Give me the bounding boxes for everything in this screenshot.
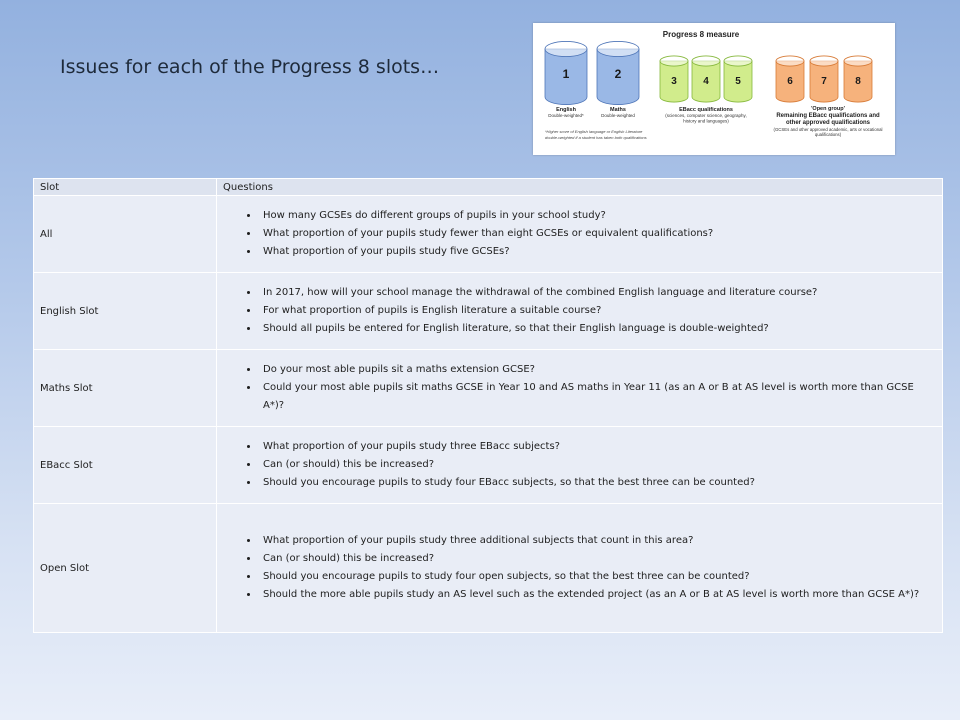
slot-name: All bbox=[34, 196, 217, 273]
question-item: • Can (or should) this be increased? bbox=[259, 550, 936, 568]
bucket-top bbox=[810, 56, 838, 66]
questions-cell bbox=[217, 273, 943, 350]
question-item: • Do your most able pupils sit a maths extension GCSE? bbox=[259, 361, 936, 379]
english-label: English bbox=[556, 107, 576, 113]
ebacc-label: EBacc qualifications bbox=[679, 107, 733, 113]
bucket-number: 3 bbox=[671, 76, 677, 87]
diagram-footnote-2: double-weighted if a student has taken both qualifications bbox=[545, 135, 647, 140]
column-header-slot: Slot bbox=[34, 179, 217, 196]
bucket-number: 6 bbox=[787, 76, 793, 87]
progress8-diagram-svg bbox=[533, 23, 895, 155]
bucket-top bbox=[660, 56, 688, 66]
slot-name: Maths Slot bbox=[34, 350, 217, 427]
bucket-8 bbox=[844, 56, 872, 102]
bucket-top bbox=[724, 56, 752, 66]
question-item: • How many GCSEs do different groups of pupils in your school study? bbox=[259, 207, 936, 225]
question-item: • Should you encourage pupils to study four open subjects, so that the best three can be counted? bbox=[259, 568, 936, 586]
bucket-5 bbox=[724, 56, 752, 102]
bucket-1 bbox=[545, 41, 587, 104]
maths-sublabel: Double-weighted bbox=[601, 113, 635, 118]
questions-cell bbox=[217, 350, 943, 427]
bucket-number: 4 bbox=[703, 76, 709, 87]
question-list bbox=[223, 207, 936, 261]
question-list bbox=[223, 361, 936, 415]
question-item: • What proportion of your pupils study five GCSEs? bbox=[259, 243, 936, 261]
bucket-3 bbox=[660, 56, 688, 102]
question-item: • For what proportion of pupils is English literature a suitable course? bbox=[259, 302, 936, 320]
bucket-number: 2 bbox=[614, 67, 622, 81]
question-item: • Should you encourage pupils to study four EBacc subjects, so that the best three can be counted? bbox=[259, 474, 936, 492]
table-row bbox=[34, 350, 943, 427]
table-row bbox=[34, 504, 943, 633]
table-header-row bbox=[34, 179, 943, 196]
question-item: • Should the more able pupils study an AS level such as the extended project (as an A or B at AS level is worth more than GCSE A*)? bbox=[259, 586, 936, 604]
progress8-diagram bbox=[533, 23, 895, 155]
bucket-number: 7 bbox=[821, 76, 827, 87]
english-sublabel: Double-weighted* bbox=[548, 113, 584, 118]
question-item: • What proportion of your pupils study three additional subjects that count in this area? bbox=[259, 532, 936, 550]
questions-cell bbox=[217, 196, 943, 273]
bucket-group bbox=[545, 41, 872, 104]
column-header-questions: Questions bbox=[217, 179, 943, 196]
bucket-number: 1 bbox=[562, 67, 570, 81]
open-sublabel-1: (GCSEs and other approved academic, arts or vocational bbox=[773, 127, 883, 132]
questions-cell bbox=[217, 427, 943, 504]
question-list bbox=[223, 284, 936, 338]
ebacc-sublabel-1: (sciences, computer science, geography, bbox=[665, 113, 747, 118]
question-list bbox=[223, 532, 936, 604]
slide-title: Issues for each of the Progress 8 slots… bbox=[60, 56, 440, 78]
maths-label: Maths bbox=[610, 107, 626, 113]
table-row bbox=[34, 196, 943, 273]
open-label-3: other approved qualifications bbox=[785, 120, 871, 126]
bucket-top bbox=[545, 41, 587, 56]
bucket-number: 5 bbox=[735, 76, 741, 87]
bucket-7 bbox=[810, 56, 838, 102]
questions-cell bbox=[217, 504, 943, 633]
open-label-2: Remaining EBacc qualifications and bbox=[776, 113, 880, 119]
bucket-top bbox=[597, 41, 639, 56]
question-item: • Can (or should) this be increased? bbox=[259, 456, 936, 474]
diagram-heading: Progress 8 measure bbox=[662, 30, 740, 39]
bucket-4 bbox=[692, 56, 720, 102]
table-row bbox=[34, 427, 943, 504]
bucket-number: 8 bbox=[855, 76, 861, 87]
bucket-top bbox=[776, 56, 804, 66]
bucket-2 bbox=[597, 41, 639, 104]
bucket-6 bbox=[776, 56, 804, 102]
slot-name: EBacc Slot bbox=[34, 427, 217, 504]
question-item: • Should all pupils be entered for English literature, so that their English language is double-weighted? bbox=[259, 320, 936, 338]
ebacc-sublabel-2: history and languages) bbox=[683, 118, 729, 124]
slot-name: Open Slot bbox=[34, 504, 217, 633]
question-item: • Could your most able pupils sit maths GCSE in Year 10 and AS maths in Year 11 (as an A or B at AS level is worth more than GCSE A*)? bbox=[259, 379, 936, 415]
question-item: • What proportion of your pupils study three EBacc subjects? bbox=[259, 438, 936, 456]
diagram-footnote-1: *Higher score of English language or English Literature bbox=[545, 129, 643, 134]
question-item: • In 2017, how will your school manage the withdrawal of the combined English language and literature course? bbox=[259, 284, 936, 302]
table-row bbox=[34, 273, 943, 350]
slot-name: English Slot bbox=[34, 273, 217, 350]
open-label-1: 'Open group' bbox=[811, 106, 845, 112]
progress8-questions-table bbox=[33, 178, 943, 633]
bucket-top bbox=[844, 56, 872, 66]
open-sublabel-2: qualifications) bbox=[814, 132, 842, 137]
question-list bbox=[223, 438, 936, 492]
question-item: • What proportion of your pupils study fewer than eight GCSEs or equivalent qualifications? bbox=[259, 225, 936, 243]
bucket-top bbox=[692, 56, 720, 66]
